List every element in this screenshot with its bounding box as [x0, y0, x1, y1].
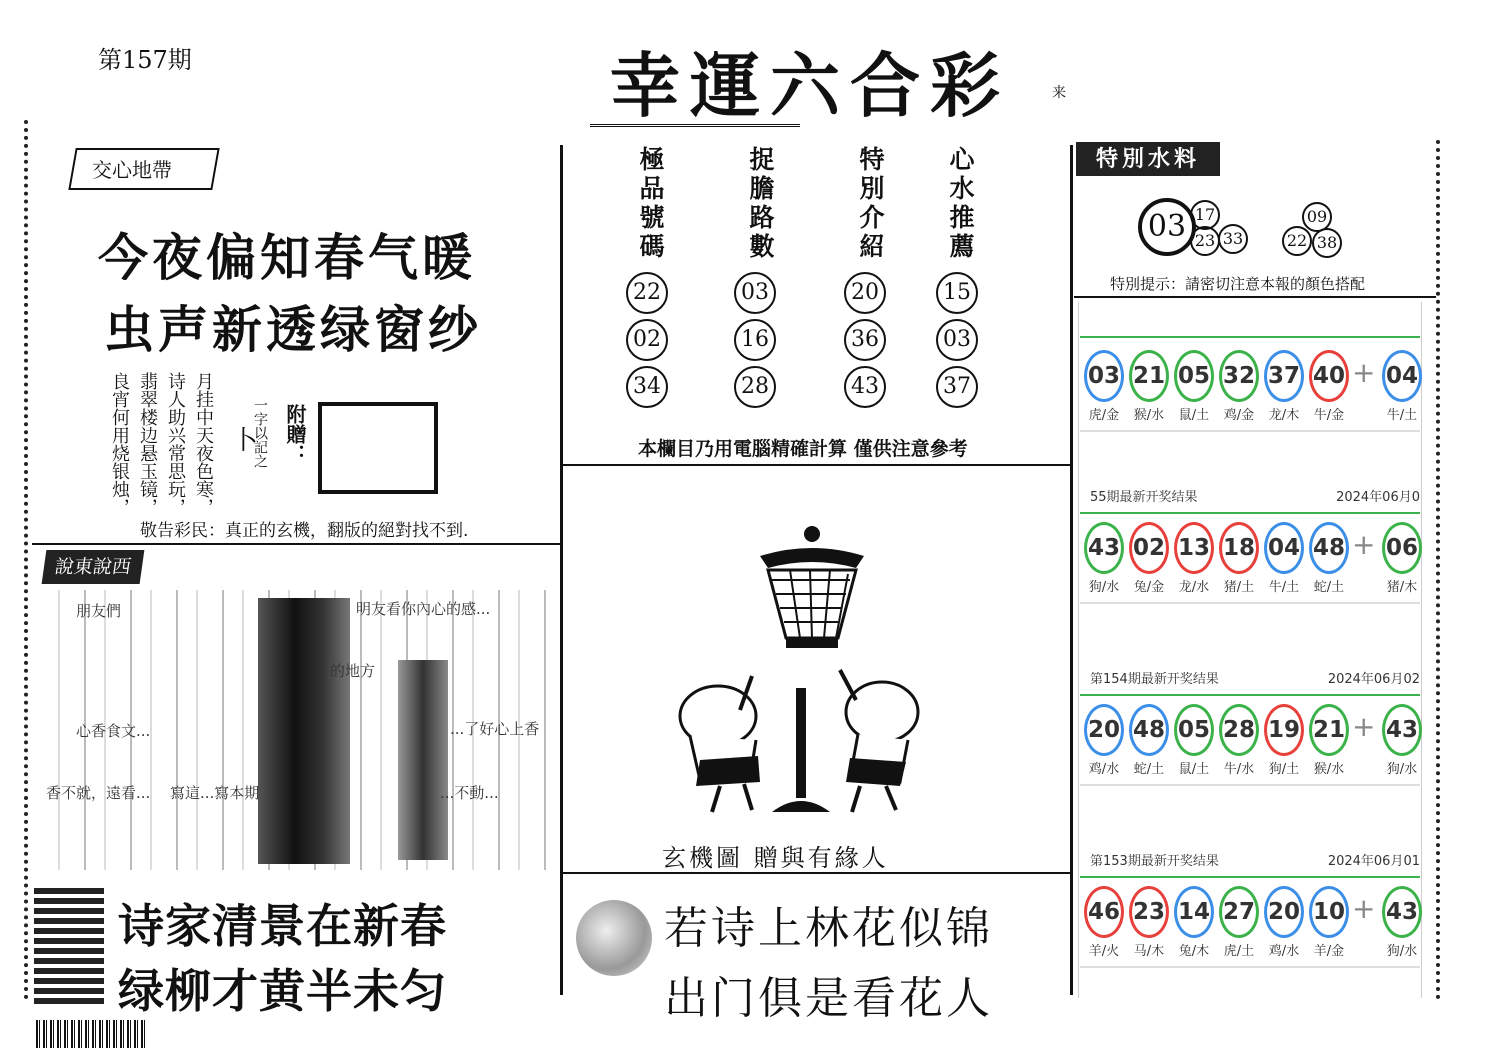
- zodiac-label: 鸡/水: [1268, 944, 1300, 959]
- zodiac-label: 蛇/土: [1133, 762, 1165, 777]
- lottery-ball: 19: [1264, 704, 1304, 756]
- special-ball: 43: [1382, 704, 1422, 756]
- illustration-caption: 玄機圖 贈與有緣人: [662, 844, 889, 872]
- lottery-ball: 43: [1084, 522, 1124, 574]
- special-ball: 43: [1382, 886, 1422, 938]
- divider-left-1: [32, 543, 560, 545]
- lottery-ball: 04: [1264, 522, 1304, 574]
- special-section-title: 特別水料: [1076, 142, 1220, 176]
- section-tag: 交心地帶: [92, 158, 172, 182]
- draw-separator: [1080, 336, 1420, 338]
- column-header-1: 極品號碼: [636, 146, 665, 262]
- lottery-ball: 21: [1309, 704, 1349, 756]
- poem-line-1: 今夜偏知春气暖: [98, 229, 476, 287]
- lottery-ball: 20: [1084, 704, 1124, 756]
- center-poem-line-2: 出门俱是看花人: [664, 973, 993, 1024]
- number-circle: 36: [844, 319, 886, 361]
- right-vine-border: [1436, 140, 1440, 1000]
- special-small-number: 38: [1312, 228, 1342, 258]
- divider-left: [560, 145, 563, 995]
- lottery-ball: 10: [1309, 886, 1349, 938]
- zodiac-label: 牛/土: [1386, 408, 1418, 423]
- zodiac-label: 猪/土: [1223, 580, 1255, 595]
- barcode: [36, 1020, 146, 1048]
- number-circle: 16: [734, 319, 776, 361]
- faded-print-block: [34, 884, 104, 1004]
- draw-date: 2024年06月01: [1327, 854, 1420, 869]
- zodiac-label: 羊/金: [1313, 944, 1345, 959]
- fragment-8: ...不動...: [440, 784, 499, 802]
- page-title: 幸運六合彩: [610, 44, 1010, 127]
- number-circle: 03: [936, 319, 978, 361]
- plus-sign: +: [1352, 528, 1376, 561]
- caution-notice: 敬告彩民：真正的玄機，翻版的絕對找不到.: [140, 521, 469, 541]
- fragment-6: 香不就，遠看...: [46, 784, 151, 802]
- vertical-poem-3: 翡翠楼边悬玉镜，: [137, 372, 158, 516]
- zodiac-label: 鼠/土: [1178, 762, 1210, 777]
- lottery-ball: 21: [1129, 350, 1169, 402]
- zodiac-label: 龙/木: [1268, 408, 1300, 423]
- special-small-number: 09: [1302, 202, 1332, 232]
- zodiac-label: 猪/木: [1386, 580, 1418, 595]
- bottom-poem-line-2: 绿柳才黄半未匀: [118, 964, 447, 1018]
- special-small-number: 22: [1282, 226, 1312, 256]
- vertical-poem-2: 诗人助兴常思玩，: [165, 372, 186, 516]
- special-ball: 04: [1382, 350, 1422, 402]
- draw-separator: [1080, 694, 1420, 696]
- zodiac-label: 马/木: [1133, 944, 1165, 959]
- zodiac-label: 蛇/土: [1313, 580, 1345, 595]
- zodiac-label: 羊/火: [1088, 944, 1120, 959]
- riddle-illustration: [660, 520, 940, 830]
- fragment-2: 明友看你內心的感...: [356, 600, 491, 618]
- number-circle: 02: [626, 319, 668, 361]
- plus-sign: +: [1352, 892, 1376, 925]
- draw-results-list: [1080, 300, 1420, 1000]
- lottery-ball: 37: [1264, 350, 1304, 402]
- zodiac-label: 猴/水: [1133, 408, 1165, 423]
- number-circle: 37: [936, 366, 978, 408]
- lottery-ball: 32: [1219, 350, 1259, 402]
- gift-mark: 卜: [232, 426, 259, 456]
- title-ornament: [590, 124, 800, 127]
- lottery-ball: 14: [1174, 886, 1214, 938]
- zodiac-label: 鼠/土: [1178, 408, 1210, 423]
- draw-separator: [1080, 876, 1420, 878]
- lottery-ball: 40: [1309, 350, 1349, 402]
- special-small-number: 23: [1190, 226, 1220, 256]
- zodiac-label: 鸡/金: [1223, 408, 1255, 423]
- faded-dark-strip: [258, 598, 350, 864]
- lottery-ball: 27: [1219, 886, 1259, 938]
- fragment-4: 心香食文...: [76, 722, 151, 740]
- lottery-ball: 28: [1219, 704, 1259, 756]
- draw-separator: [1080, 512, 1420, 514]
- vertical-poem-4: 良宵何用烧银烛，: [109, 372, 130, 516]
- center-poem-line-1: 若诗上林花似锦: [664, 903, 993, 954]
- left-vine-border: [24, 120, 28, 1000]
- lottery-ball: 18: [1219, 522, 1259, 574]
- zodiac-label: 狗/水: [1386, 762, 1418, 777]
- yin-yang-icon: [576, 900, 652, 976]
- section-tag-2: 說東說西: [42, 550, 145, 584]
- zodiac-label: 鸡/水: [1088, 762, 1120, 777]
- special-hint: 特別提示：請密切注意本報的顏色搭配: [1110, 275, 1366, 293]
- divider-center-1: [562, 464, 1070, 466]
- gift-side-text: 一字以記之: [252, 398, 268, 468]
- draw-date: 2024年06月02: [1327, 672, 1420, 687]
- draw-header: 第154期最新开奖结果: [1090, 672, 1219, 687]
- gift-label: 附贈：: [283, 404, 307, 464]
- draw-header: 55期最新开奖结果: [1090, 490, 1198, 505]
- fragment-7: 寫這...寫本期: [170, 784, 260, 802]
- column-header-4: 心水推薦: [946, 146, 975, 262]
- column-header-3: 特別介紹: [856, 146, 885, 262]
- faded-dark-strip-2: [398, 660, 448, 860]
- number-circle: 43: [844, 366, 886, 408]
- lottery-ball: 46: [1084, 886, 1124, 938]
- draw-separator-bottom: [1080, 602, 1420, 604]
- fragment-3: 的地方: [330, 662, 376, 680]
- zodiac-label: 狗/水: [1088, 580, 1120, 595]
- lottery-ball: 03: [1084, 350, 1124, 402]
- draw-header: 第153期最新开奖结果: [1090, 854, 1219, 869]
- divider-right-1: [1074, 296, 1436, 298]
- lottery-ball: 02: [1129, 522, 1169, 574]
- lottery-ball: 23: [1129, 886, 1169, 938]
- zodiac-label: 狗/土: [1268, 762, 1300, 777]
- lottery-ball: 48: [1309, 522, 1349, 574]
- poem-line-2: 虫声新透绿窗纱: [104, 301, 482, 359]
- zodiac-label: 虎/土: [1223, 944, 1255, 959]
- special-ball: 06: [1382, 522, 1422, 574]
- number-circle: 28: [734, 366, 776, 408]
- column-note: 本欄目乃用電腦精確計算 僅供注意參考: [638, 438, 968, 460]
- lottery-ball: 13: [1174, 522, 1214, 574]
- special-big-number: 03: [1138, 198, 1196, 256]
- zodiac-label: 兔/金: [1133, 580, 1165, 595]
- number-circle: 20: [844, 272, 886, 314]
- fragment-5: ...了好心上香: [450, 720, 540, 738]
- zodiac-label: 牛/金: [1313, 408, 1345, 423]
- zodiac-label: 兔/木: [1178, 944, 1210, 959]
- zodiac-label: 虎/金: [1088, 408, 1120, 423]
- lottery-ball: 48: [1129, 704, 1169, 756]
- draw-separator-bottom: [1080, 966, 1420, 968]
- zodiac-label: 猴/水: [1313, 762, 1345, 777]
- divider-right: [1070, 145, 1073, 995]
- number-circle: 15: [936, 272, 978, 314]
- number-circle: 34: [626, 366, 668, 408]
- zodiac-label: 龙/水: [1178, 580, 1210, 595]
- number-circle: 22: [626, 272, 668, 314]
- gift-answer-box: [318, 402, 438, 494]
- number-circle: 03: [734, 272, 776, 314]
- draw-separator-bottom: [1080, 430, 1420, 432]
- lottery-ball: 05: [1174, 350, 1214, 402]
- zodiac-label: 狗/水: [1386, 944, 1418, 959]
- lottery-ball: 05: [1174, 704, 1214, 756]
- plus-sign: +: [1352, 710, 1376, 743]
- column-header-2: 捉膽路數: [746, 146, 775, 262]
- special-small-number: 33: [1218, 224, 1248, 254]
- special-small-number: 17: [1190, 200, 1220, 230]
- bottom-poem-line-1: 诗家清景在新春: [118, 899, 447, 953]
- fragment-1: 朋友們: [76, 602, 122, 620]
- draw-date: 2024年06月0: [1336, 490, 1420, 505]
- zodiac-label: 牛/水: [1223, 762, 1255, 777]
- plus-sign: +: [1352, 356, 1376, 389]
- zodiac-label: 牛/土: [1268, 580, 1300, 595]
- lottery-ball: 20: [1264, 886, 1304, 938]
- title-tail: 来: [1052, 85, 1066, 101]
- vertical-poem-1: 月挂中天夜色寒，: [193, 372, 214, 516]
- issue-number: 第157期: [98, 46, 192, 74]
- draw-separator-bottom: [1080, 784, 1420, 786]
